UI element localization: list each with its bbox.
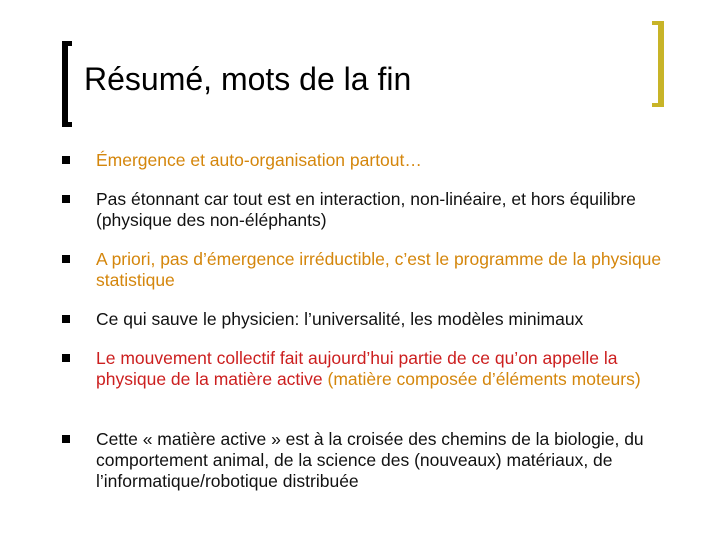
bullet-item-emergence [62, 150, 682, 171]
bullet-text: Pas étonnant car tout est en interaction, non-linéaire, et hors équilibre (physique des non-éléphants) [96, 189, 636, 230]
bullet-text: Cette « matière active » est à la croisée des chemins de la biologie, du comportement animal, de la science des (nouveaux) matériaux, de l’informatique/robotique distribuée [96, 429, 644, 491]
bullet-item-active-matter [62, 348, 682, 390]
slide-title: Résumé, mots de la fin [84, 61, 412, 97]
square-bullet-icon [62, 315, 70, 323]
bullet-item-interaction [62, 189, 682, 231]
square-bullet-icon [62, 195, 70, 203]
square-bullet-icon [62, 354, 70, 362]
square-bullet-icon [62, 156, 70, 164]
bullet-text [96, 348, 682, 390]
bullet-item-universality [62, 309, 682, 330]
bullet-text: Émergence et auto-organisation partout… [96, 150, 422, 170]
square-bullet-icon [62, 255, 70, 263]
bullet-text-highlight: Le mouvement collectif fait aujourd’hui partie de ce qu’on appelle la physique de la matière active [96, 348, 618, 389]
bullet-text: Ce qui sauve le physicien: l’universalité, les modèles minimaux [96, 309, 584, 329]
bullet-item-crossroads [62, 429, 682, 492]
bullet-text-parenthetical: (matière composée d’éléments moteurs) [322, 369, 641, 389]
square-bullet-icon [62, 435, 70, 443]
bullet-item-statistical-physics [62, 249, 682, 291]
bullet-text: A priori, pas d’émergence irréductible, c’est le programme de la physique statistique [96, 249, 662, 290]
